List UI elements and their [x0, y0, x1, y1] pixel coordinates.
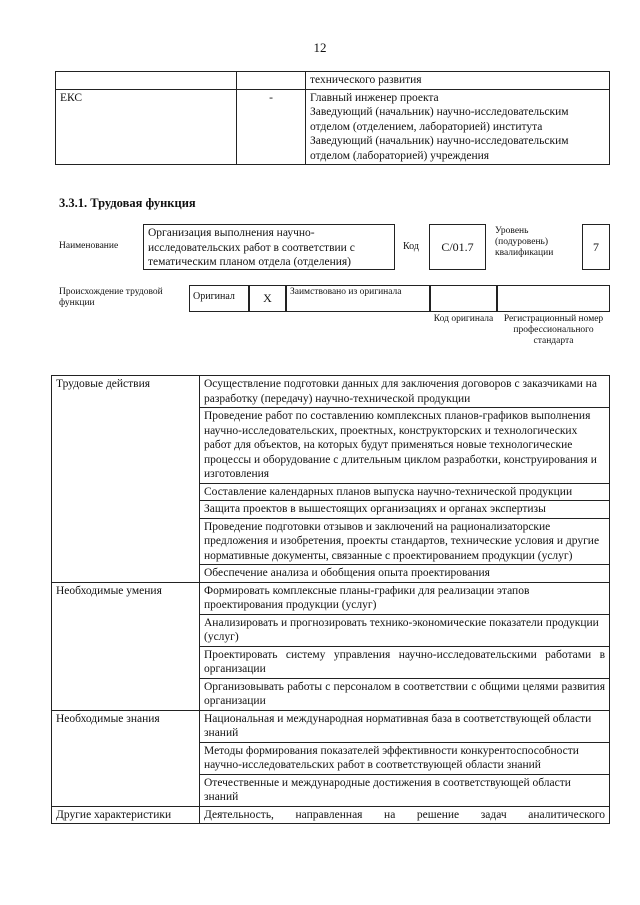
skill-item: Проектировать систему управления научно-исследовательскими работами в организации	[200, 646, 610, 678]
original-label: Оригинал	[189, 285, 249, 312]
other-characteristics-label: Другие характеристики	[52, 806, 200, 824]
function-code-value: С/01.7	[429, 224, 486, 270]
section-title: 3.3.1. Трудовая функция	[59, 196, 196, 210]
function-name-value: Организация выполнения научно-исследовательских работ в соответствии с тематическим планом отдела (отделения)	[143, 224, 395, 270]
registration-number-cell	[497, 285, 610, 312]
labor-action-item: Составление календарных планов выпуска научно-технической продукции	[200, 483, 610, 501]
knowledge-label: Необходимые знания	[52, 710, 200, 806]
borrowed-label: Заимствовано из оригинала	[286, 285, 430, 312]
skill-item: Организовывать работы с персоналом в соответствии с общими целями развития организации	[200, 678, 610, 710]
code-label: Код	[403, 241, 419, 252]
table-row	[52, 710, 610, 742]
qualification-level-label: Уровень (подуровень) квалификации	[495, 226, 554, 258]
table-row	[52, 806, 610, 824]
other-characteristics-item: Деятельность, направленная на решение задач аналитического	[200, 806, 610, 824]
name-label: Наименование	[59, 241, 119, 251]
table-cell	[56, 72, 237, 90]
table-row	[56, 89, 610, 165]
origin-label: Происхождение трудовой функции	[59, 287, 163, 308]
skill-item: Анализировать и прогнозировать технико-экономические показатели продукции (услуг)	[200, 614, 610, 646]
labor-action-item: Проведение подготовки отзывов и заключений на рационализаторские предложения и изобретения, проекты стандартов, технические условия и другие нормативные документы, связанные с проектированием продукции (услуг)	[200, 518, 610, 565]
skills-label: Необходимые умения	[52, 582, 200, 710]
labor-action-item: Обеспечение анализа и обобщения опыта проектирования	[200, 565, 610, 583]
cell-line: Заведующий (начальник) научно-исследовательским отделом (лабораторией) учреждения	[310, 135, 569, 162]
labor-action-item: Осуществление подготовки данных для заключения договоров с заказчиками на разработку (передачу) научно-технической продукции	[200, 376, 610, 408]
table-row	[56, 72, 610, 90]
skill-item: Формировать комплексные планы-графики для реализации этапов проектирования продукции (услуг)	[200, 582, 610, 614]
original-code-cell	[430, 285, 497, 312]
table-row	[52, 376, 610, 408]
cell-line: Главный инженер проекта	[310, 91, 439, 104]
labor-action-item: Защита проектов в вышестоящих организациях и органах экспертизы	[200, 501, 610, 519]
qualification-reference-table	[55, 71, 610, 165]
qualification-level-value: 7	[582, 224, 610, 270]
table-cell	[306, 72, 610, 90]
table-row	[52, 582, 610, 614]
knowledge-item: Национальная и международная нормативная база в соответствующей области знаний	[200, 710, 610, 742]
knowledge-item: Методы формирования показателей эффективности конкурентоспособности научно-исследовательских работ в соответствующей области знаний	[200, 742, 610, 774]
table-cell	[237, 72, 306, 90]
labor-actions-label: Трудовые действия	[52, 376, 200, 583]
labor-function-table	[51, 375, 610, 824]
knowledge-item: Отечественные и международные достижения в соответствующей области знаний	[200, 774, 610, 806]
cell-line: Заведующий (начальник) научно-исследовательским отделом (отделением, лабораторией) института	[310, 106, 569, 133]
cell-line: технического развития	[310, 74, 422, 86]
original-mark: Х	[249, 285, 286, 312]
table-cell: -	[237, 89, 306, 165]
table-cell	[306, 89, 610, 165]
registration-number-caption: Регистрационный номер профессионального стандарта	[503, 314, 604, 346]
table-cell: ЕКС	[56, 89, 237, 165]
labor-action-item: Проведение работ по составлению комплексных планов-графиков выполнения научно-исследовательских, проектных, конструкторских и технологических работ для объектов, на которых будут применяться новые технологические процессы и оборудование с длительным циклом разработки, конструирования и изготовления	[200, 408, 610, 484]
original-code-caption: Код оригинала	[433, 314, 494, 324]
page-number: 12	[313, 40, 327, 55]
